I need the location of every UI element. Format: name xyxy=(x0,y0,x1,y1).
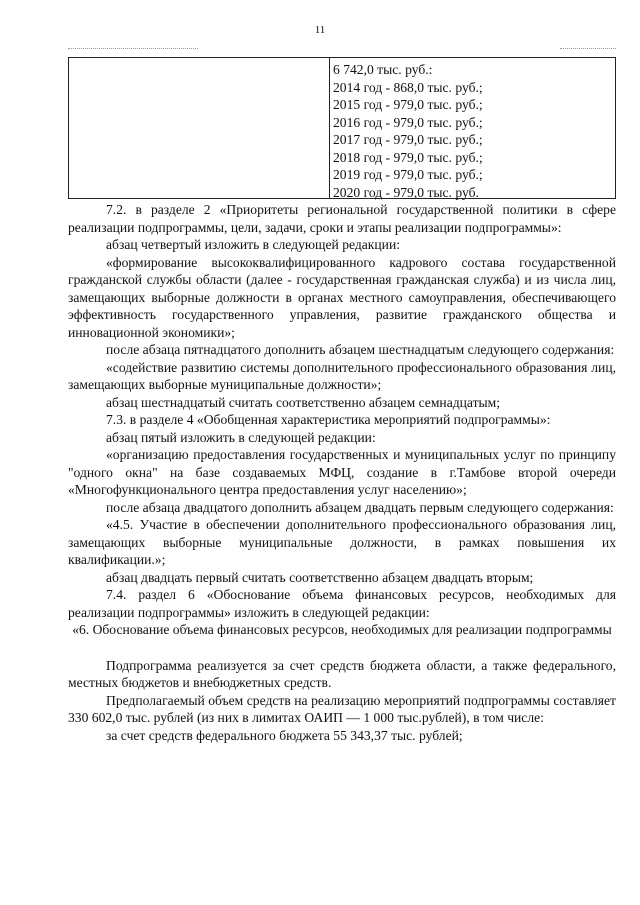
paragraph: Предполагаемый объем средств на реализацию мероприятий подпрограммы составляет 330 602,0 тыс. рублей (из них в лимитах ОАИП — 1 000 тыс.рублей), в том числе: xyxy=(68,692,616,725)
paragraph: 7.3. в разделе 4 «Обобщенная характеристика мероприятий подпрограммы»: xyxy=(106,412,551,427)
budget-line: 2018 год - 979,0 тыс. руб.; xyxy=(333,149,483,165)
paragraph: абзац шестнадцатый считать соответственно абзацем семнадцатым; xyxy=(106,394,501,410)
budget-line: 2015 год - 979,0 тыс. руб.; xyxy=(333,97,483,112)
paragraph: после абзаца двадцатого дополнить абзацем двадцать первым следующего содержания: xyxy=(106,499,614,515)
paragraph: «содействие развитию системы дополнительного профессионального образования лиц, замещающих выборные муниципальные должности»; xyxy=(68,359,616,392)
page-number: 11 xyxy=(314,24,326,36)
scan-dotted-line xyxy=(560,48,616,50)
table-column-divider xyxy=(329,58,330,198)
paragraph: абзац пятый изложить в следующей редакции: xyxy=(106,429,376,445)
paragraph: 7.4. раздел 6 «Обоснование объема финансовых ресурсов, необходимых для реализации подпрограммы» изложить в следующей редакции: xyxy=(68,587,616,620)
budget-line: 6 742,0 тыс. руб.: xyxy=(333,62,433,77)
budget-line: 2020 год - 979,0 тыс. руб. xyxy=(333,184,479,200)
budget-line: 2019 год - 979,0 тыс. руб.; xyxy=(333,167,483,182)
scan-dotted-line xyxy=(68,48,198,50)
section-heading: «6. Обоснование объема финансовых ресурсов, необходимых для реализации подпрограммы xyxy=(72,622,612,637)
paragraph: 7.2. в разделе 2 «Приоритеты региональной государственной политики в сфере реализации подпрограммы, цели, задачи, сроки и этапы реализации подпрограммы»: xyxy=(68,202,616,235)
budget-line: 2016 год - 979,0 тыс. руб.; xyxy=(333,114,483,130)
budget-table xyxy=(68,57,616,199)
paragraph: за счет средств федерального бюджета 55 343,37 тыс. рублей; xyxy=(106,727,463,743)
paragraph: абзац двадцать первый считать соответственно абзацем двадцать вторым; xyxy=(106,569,534,585)
paragraph: «формирование высококвалифицированного кадрового состава государственной гражданской службы области (далее - государственная гражданская служба) и из числа лиц, замещающих выборные должности в органах местного самоуправления, обеспечивающего эффективность государственного управления, развитие гражданского общества и инновационной экономики»; xyxy=(68,254,616,340)
paragraph: «организацию предоставления государственных и муниципальных услуг по принципу "одного окна" на базе создаваемых МФЦ, создание в г.Тамбове второй очереди «Многофункционального центра предоставления услуг населению»; xyxy=(68,447,616,497)
paragraph: Подпрограмма реализуется за счет средств бюджета области, а также федерального, местных бюджетов и внебюджетных средств. xyxy=(68,657,616,690)
paragraph: «4.5. Участие в обеспечении дополнительного профессионального образования лиц, замещающих выборные муниципальные должности, в рамках повышения их квалификации.»; xyxy=(68,517,616,567)
budget-line: 2014 год - 868,0 тыс. руб.; xyxy=(333,79,483,95)
budget-cell xyxy=(333,61,613,201)
paragraph: абзац четвертый изложить в следующей редакции: xyxy=(106,237,401,252)
budget-line: 2017 год - 979,0 тыс. руб.; xyxy=(333,132,483,147)
document-body xyxy=(68,201,616,744)
paragraph: после абзаца пятнадцатого дополнить абзацем шестнадцатым следующего содержания: xyxy=(106,342,615,357)
